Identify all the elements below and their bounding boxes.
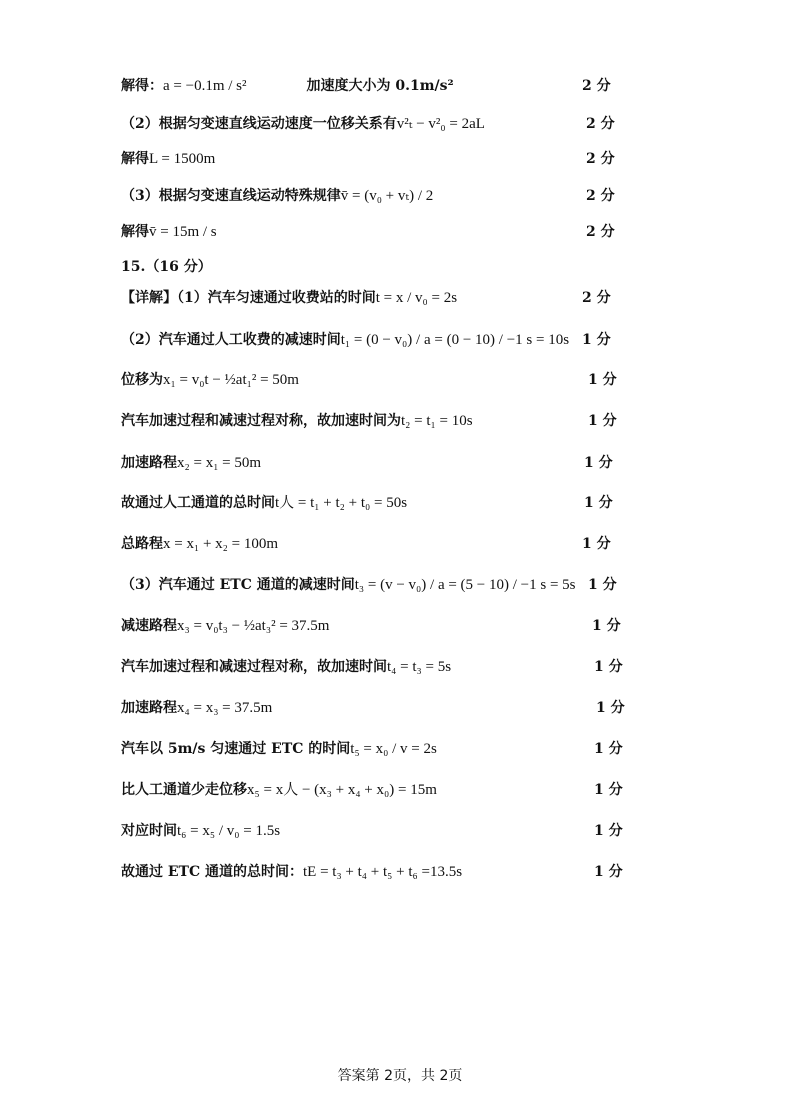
score: 1 分 [594, 741, 623, 757]
line-text: 解得： [121, 78, 163, 94]
formula: t人 = t₁ + t₂ + t₀ = 50s [275, 495, 408, 511]
answer-line-1 [0, 72, 800, 100]
score: 1 分 [588, 413, 617, 429]
formula: L = 1500m [149, 151, 216, 167]
line-text: 解得 [121, 224, 149, 240]
formula: v²ₜ − v²₀ = 2aL [396, 116, 485, 132]
answer-line-8 [0, 326, 800, 354]
line-text: 汽车以 5m/s 匀速通过 ETC 的时间 [121, 741, 351, 757]
score: 1 分 [582, 536, 611, 552]
formula: t₆ = x₅ / v₀ = 1.5s [177, 823, 281, 839]
formula: t₅ = x₀ / v = 2s [350, 741, 437, 757]
score: 1 分 [584, 455, 613, 471]
answer-line-11 [0, 449, 800, 477]
score: 2 分 [586, 188, 615, 204]
score: 2 分 [582, 78, 611, 94]
score: 1 分 [594, 782, 623, 798]
score: 1 分 [596, 700, 625, 716]
score: 1 分 [594, 659, 623, 675]
line-text: 故通过 ETC 通道的总时间： [121, 864, 303, 880]
line-text: 汽车加速过程和减速过程对称，故加速时间 [121, 659, 387, 675]
line-text: 减速路程 [121, 618, 177, 634]
formula: a = −0.1m / s² [163, 78, 247, 94]
answer-line-19 [0, 776, 800, 804]
answer-line-2 [0, 110, 800, 138]
answer-line-14 [0, 571, 800, 599]
formula: x₅ = x人 − (x₃ + x₄ + x₀) = 15m [247, 782, 437, 798]
line-text: 汽车加速过程和减速过程对称，故加速时间为 [121, 413, 401, 429]
formula: v̄ = 15m / s [149, 224, 217, 240]
score: 1 分 [582, 332, 611, 348]
score: 1 分 [592, 618, 621, 634]
line-text: 加速路程 [121, 700, 177, 716]
score: 1 分 [594, 864, 623, 880]
score: 1 分 [588, 372, 617, 388]
formula: x₃ = v₀t₃ − ½at₃² = 37.5m [177, 618, 330, 634]
line-text: 对应时间 [121, 823, 177, 839]
line-text: （3）汽车通过 ETC 通道的减速时间 [121, 577, 355, 593]
formula: x₄ = x₃ = 37.5m [177, 700, 273, 716]
answer-line-5 [0, 218, 800, 246]
formula: x₂ = x₁ = 50m [177, 455, 262, 471]
score: 2 分 [586, 224, 615, 240]
answer-line-16 [0, 653, 800, 681]
score: 2 分 [586, 116, 615, 132]
score: 2 分 [586, 151, 615, 167]
answer-line-20 [0, 817, 800, 845]
formula: t₃ = (v − v₀) / a = (5 − 10) / −1 s = 5s [354, 577, 576, 593]
answer-line-4 [0, 182, 800, 210]
score: 1 分 [594, 823, 623, 839]
score: 2 分 [582, 290, 611, 306]
line-text: （2）根据匀变速直线运动速度一位移关系有 [121, 116, 397, 132]
line-text: 总路程 [121, 536, 163, 552]
formula: t₂ = t₁ = 10s [401, 413, 473, 429]
line-text: （2）汽车通过人工收费的减速时间 [121, 332, 341, 348]
answer-line-3 [0, 145, 800, 173]
formula: tE = t₃ + t₄ + t₅ + t₆ =13.5s [302, 864, 463, 880]
answer-line-12 [0, 489, 800, 517]
answer-line-17 [0, 694, 800, 722]
line-text: （3）根据匀变速直线运动特殊规律 [121, 188, 341, 204]
line-text: 位移为 [121, 372, 163, 388]
answer-line-10 [0, 407, 800, 435]
page-footer: 答案第 2页，共 2页 [337, 1068, 463, 1084]
line-text: 【详解】（1）汽车匀速通过收费站的时间 [121, 290, 376, 306]
line-text: 加速路程 [121, 455, 177, 471]
answer-line-9 [0, 366, 800, 394]
formula: x₁ = v₀t − ½at₁² = 50m [163, 372, 299, 388]
formula: t = x / v₀ = 2s [375, 290, 458, 306]
line-note: 加速度大小为 0.1m/s² [306, 78, 454, 94]
line-text: 15.（16 分） [121, 259, 212, 275]
formula: v̄ = (v₀ + vₜ) / 2 [340, 188, 434, 204]
line-text: 故通过人工通道的总时间 [121, 495, 275, 511]
score: 1 分 [584, 495, 613, 511]
score: 1 分 [588, 577, 617, 593]
answer-line-18 [0, 735, 800, 763]
question-heading [0, 253, 800, 281]
formula: x = x₁ + x₂ = 100m [163, 536, 279, 552]
answer-line-15 [0, 612, 800, 640]
answer-line-7 [0, 284, 800, 312]
formula: t₁ = (0 − v₀) / a = (0 − 10) / −1 s = 10s [340, 332, 570, 348]
answer-line-13 [0, 530, 800, 558]
formula: t₄ = t₃ = 5s [387, 659, 452, 675]
line-text: 解得 [121, 151, 149, 167]
answer-line-21 [0, 858, 800, 886]
line-text: 比人工通道少走位移 [121, 782, 247, 798]
